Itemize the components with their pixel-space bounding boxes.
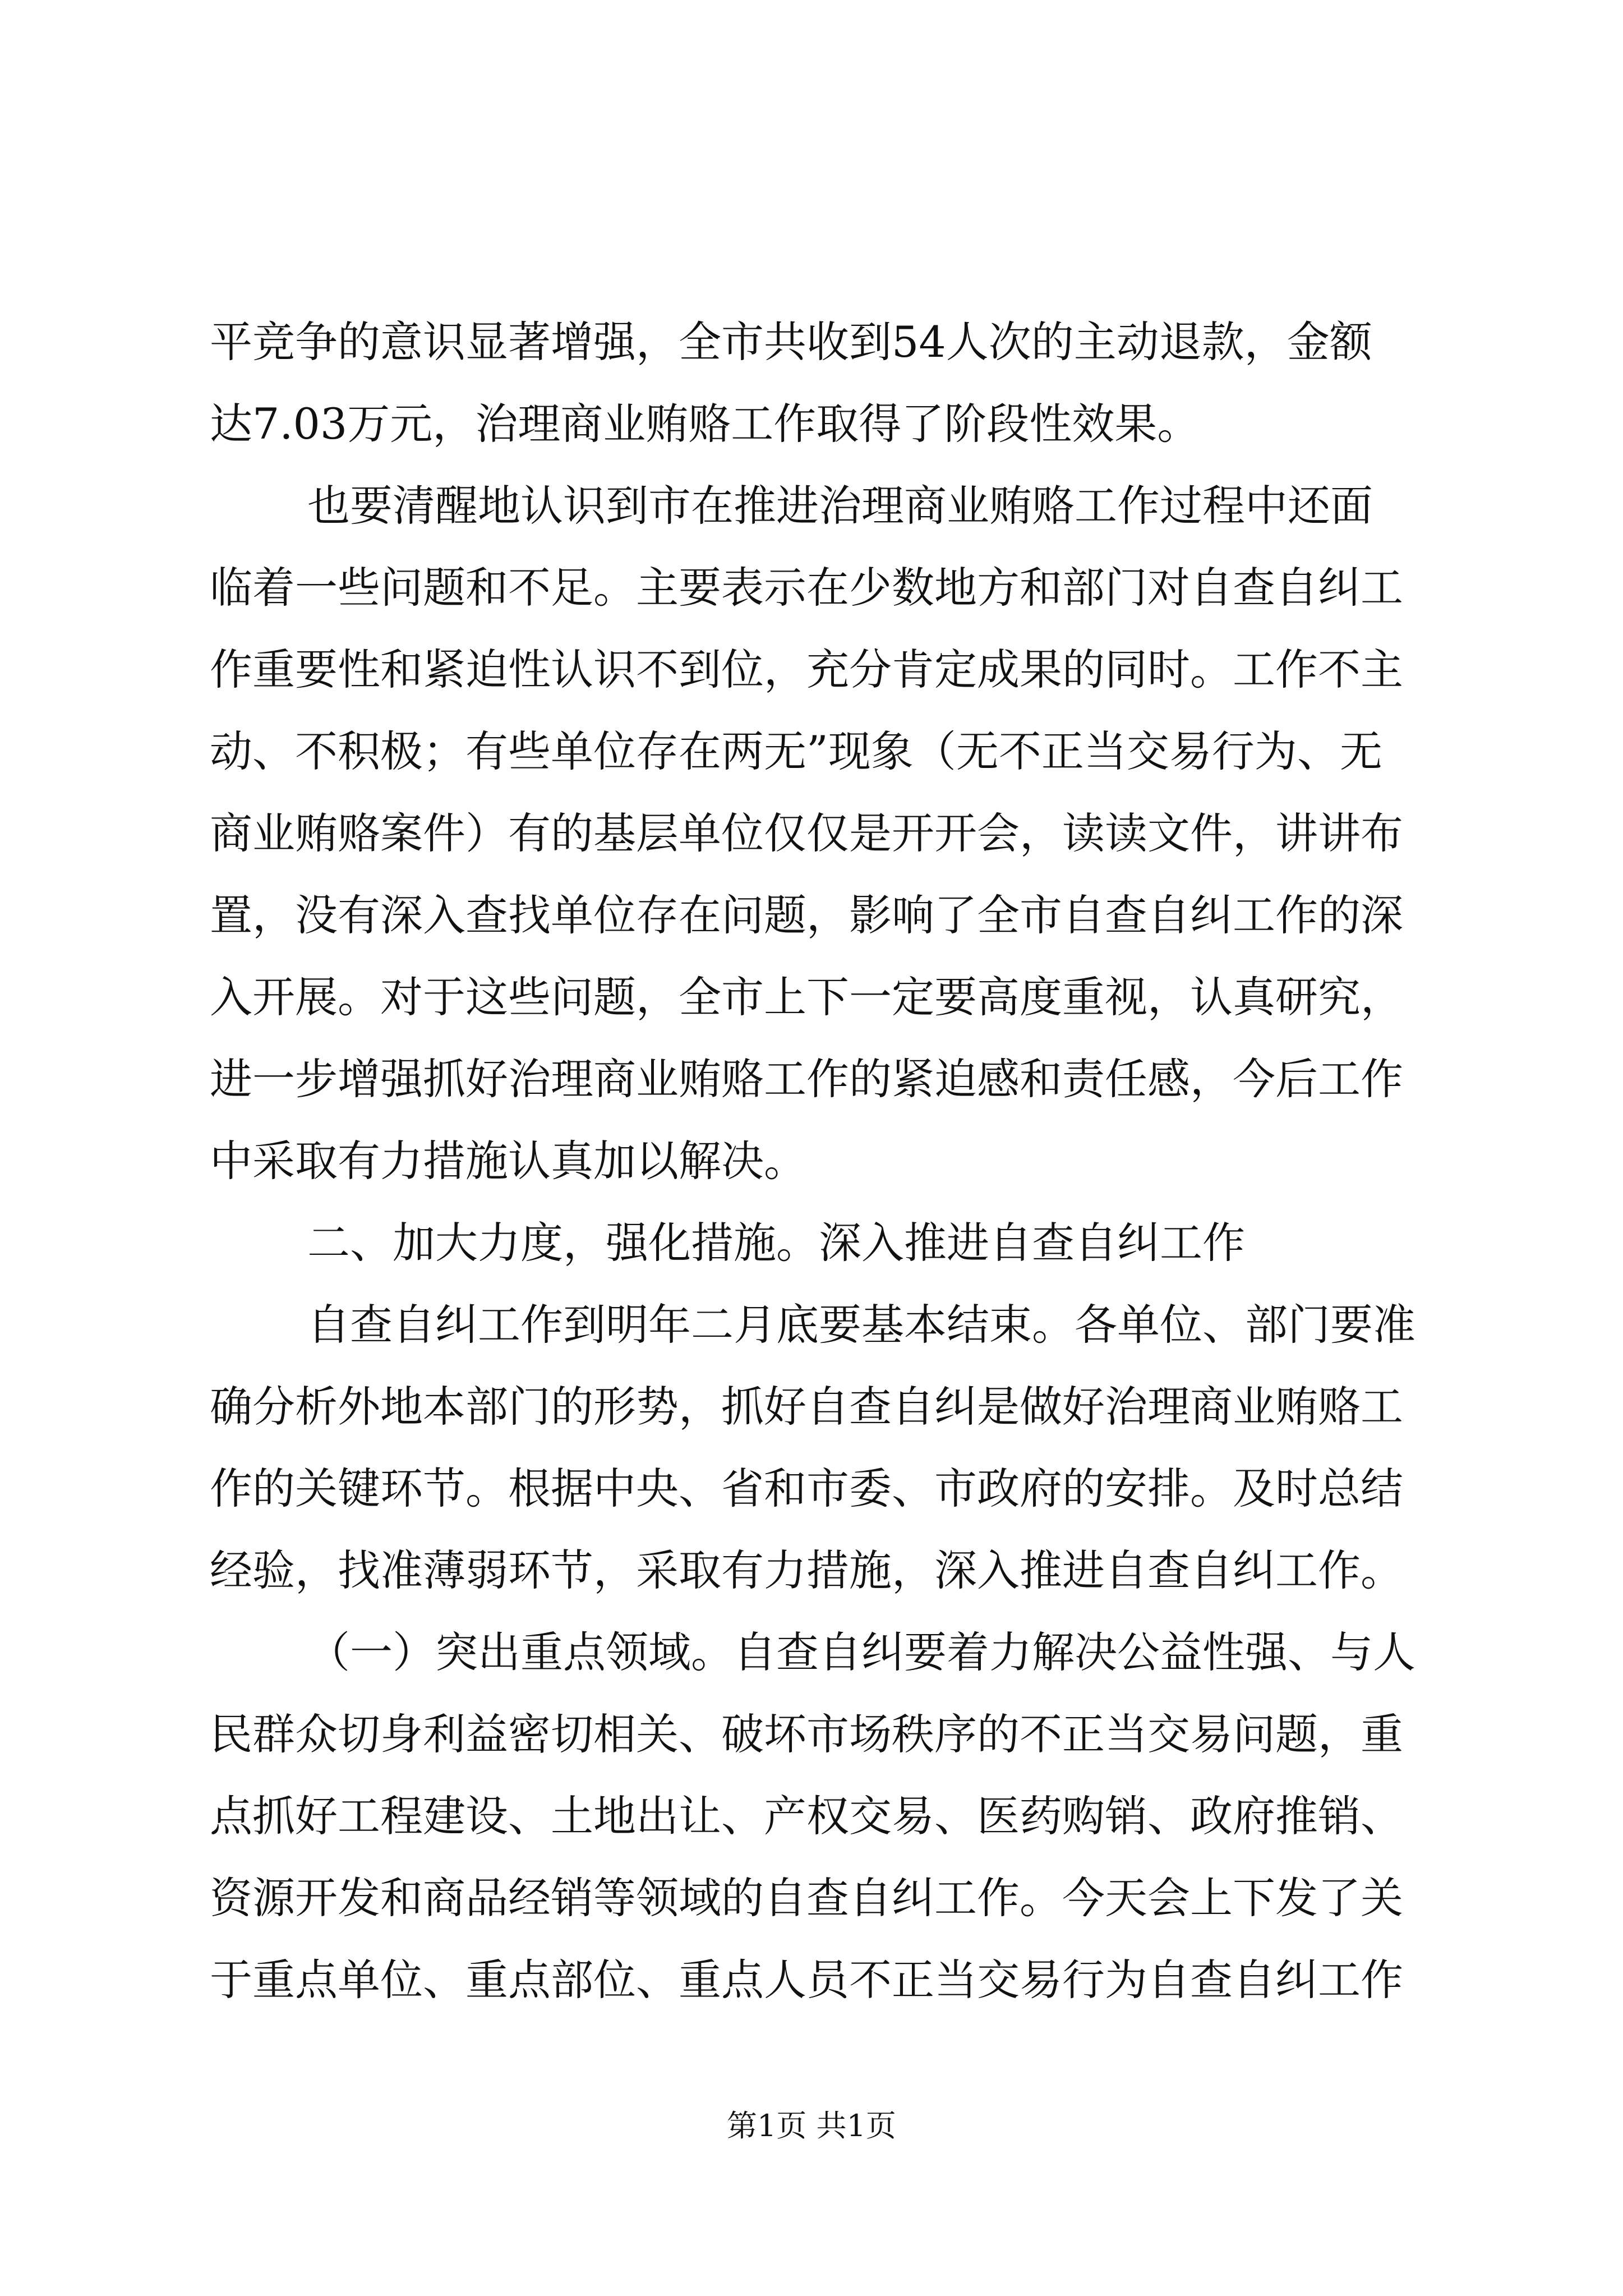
page-number: 第1页 共1页 xyxy=(727,2108,896,2143)
text-line: 资源开发和商品经销等领域的自查自纠工作。今天会上下发了关 xyxy=(210,1873,1403,1923)
text-line: 经验，找准薄弱环节，采取有力措施，深入推进自查自纠工作。 xyxy=(210,1545,1403,1595)
text-line: 作的关键环节。根据中央、省和市委、市政府的安排。及时总结 xyxy=(210,1464,1403,1513)
text-line: 于重点单位、重点部位、重点人员不正当交易行为自查自纠工作 xyxy=(210,1955,1403,2005)
text-line: 平竞争的意识显著增强，全市共收到54人次的主动退款，金额 xyxy=(210,317,1372,367)
text-line: 民群众切身利益密切相关、破坏市场秩序的不正当交易问题，重 xyxy=(210,1709,1403,1759)
text-line: 商业贿赂案件）有的基层单位仅仅是开开会，读读文件，讲讲布 xyxy=(210,808,1403,858)
text-line: 临着一些问题和不足。主要表示在少数地方和部门对自查自纠工 xyxy=(210,563,1403,613)
section-heading: 二、加大力度，强化措施。深入推进自查自纠工作 xyxy=(307,1218,1245,1268)
text-line: 点抓好工程建设、土地出让、产权交易、医药购销、政府推销、 xyxy=(210,1791,1403,1841)
text-line: 确分析外地本部门的形势，抓好自查自纠是做好治理商业贿赂工 xyxy=(210,1382,1403,1432)
text-line: 动、不积极；有些单位存在两无”现象（无不正当交易行为、无 xyxy=(210,726,1382,776)
paragraph-start-line: （一）突出重点领域。自查自纠要着力解决公益性强、与人 xyxy=(307,1627,1415,1677)
paragraph-start-line: 自查自纠工作到明年二月底要基本结束。各单位、部门要准 xyxy=(307,1300,1415,1350)
text-line: 进一步增强抓好治理商业贿赂工作的紧迫感和责任感，今后工作 xyxy=(210,1054,1403,1104)
text-line: 置，没有深入查找单位存在问题，影响了全市自查自纠工作的深 xyxy=(210,890,1403,940)
text-line: 达7.03万元，治理商业贿赂工作取得了阶段性效果。 xyxy=(210,399,1200,449)
paragraph-start-line: 也要清醒地认识到市在推进治理商业贿赂工作过程中还面 xyxy=(307,481,1373,531)
text-line: 作重要性和紧迫性认识不到位，充分肯定成果的同时。工作不主 xyxy=(210,645,1403,694)
text-line: 入开展。对于这些问题，全市上下一定要高度重视，认真研究， xyxy=(210,972,1403,1022)
text-line: 中采取有力措施认真加以解决。 xyxy=(210,1136,806,1186)
